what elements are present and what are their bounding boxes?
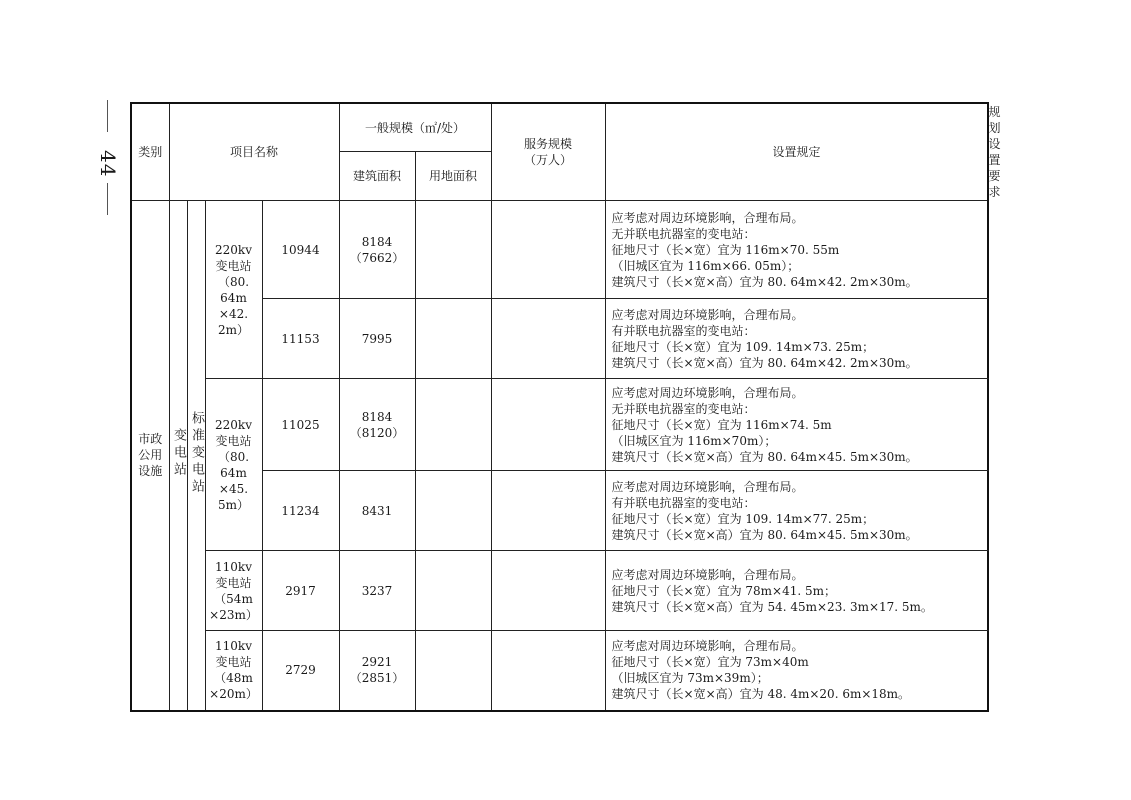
setting-rule-cell (491, 631, 605, 711)
requirement-line: 征地尺寸（长×宽）宜为 109. 14m×77. 25m； (611, 511, 875, 526)
land-area-cell (339, 551, 415, 631)
header-setting-rule: 设置规定 (605, 103, 988, 201)
service-scale-cell (415, 379, 491, 471)
land-area-value: 3237 (361, 583, 393, 598)
service-scale-cell (415, 201, 491, 299)
land-area-old-city: （2851） (349, 671, 405, 686)
land-area-cell (339, 471, 415, 551)
requirement-line: 建筑尺寸（长×宽×高）宜为 54. 45m×23. 3m×17. 5m。 (611, 599, 933, 614)
setting-rule-cell (491, 471, 605, 551)
station-line: ×42. 2m） (217, 306, 249, 337)
requirement-line: （旧城区宜为 73m×39m）； (611, 671, 769, 686)
land-area-value: 7995 (361, 331, 393, 346)
setting-rule-cell (491, 201, 605, 299)
requirement-line: 征地尺寸（长×宽）宜为 116m×70. 55m (611, 242, 840, 257)
subtype-l1-label: 变电站 (171, 427, 186, 479)
header-service-scale-l1: 服务规模 (524, 137, 573, 151)
station-line: 110kv (215, 559, 252, 574)
category-line: 公用 (138, 448, 163, 463)
requirement-line: 无并联电抗器室的变电站： (611, 226, 756, 241)
requirement-line: 应考虑对周边环境影响，合理布局。 (611, 567, 804, 582)
station-line: 变电站 (215, 258, 252, 273)
requirement-line: 建筑尺寸（长×宽×高）宜为 48. 4m×20. 6m×18m。 (611, 687, 911, 702)
header-project-name: 项目名称 (169, 103, 339, 201)
requirement-line: 征地尺寸（长×宽）宜为 116m×74. 5m (611, 417, 832, 432)
requirement-line: 建筑尺寸（长×宽×高）宜为 80. 64m×45. 5m×30m。 (611, 527, 918, 542)
land-area-cell (339, 379, 415, 471)
category-line: 市政 (138, 432, 163, 447)
setting-rule-cell (491, 551, 605, 631)
header-service-scale (491, 103, 605, 201)
station-line: 110kv (215, 639, 252, 654)
building-area-cell: 11153 (262, 299, 339, 379)
land-area-old-city: （8120） (349, 425, 405, 440)
setting-rule-cell (491, 379, 605, 471)
station-line: （48m (214, 671, 253, 686)
station-line: ×20m） (209, 687, 258, 702)
land-area-value: 8431 (361, 503, 393, 518)
station-line: （54m (214, 591, 253, 606)
station-line: （80. 64m (217, 274, 250, 305)
requirements-cell (605, 471, 988, 551)
header-land-area: 用地面积 (415, 152, 491, 201)
station-line: ×45. 5m） (217, 481, 249, 512)
service-scale-cell (415, 471, 491, 551)
category-line: 设施 (138, 464, 163, 479)
station-cell (205, 551, 262, 631)
station-cell (205, 379, 262, 551)
requirement-line: 征地尺寸（长×宽）宜为 73m×40m (611, 655, 809, 670)
page-rule-top (107, 100, 108, 132)
header-service-scale-l2: （万人） (524, 153, 573, 167)
station-line: （80. 64m (217, 449, 250, 480)
facility-spec-table: 类别 项目名称 一般规模（㎡/处） 服务规模 （万人） 设置规定 规划设置要求 建筑面积 用地面积 市政 公用 设施 变电站 标准变电站 220kv 变电站 （80. 64m ×42. 2m） 10944 8184 （7662） 应考虑对周边环境影响，合理布局。 无并联电抗器室的变电站： 征地尺寸（长×宽）宜为 116m×70. 55m （旧城区宜为 116m×66. 05m）； 建筑尺寸（长×宽×高）宜为 80. 64m×42. 2m×30m。 11153 7995 应考虑对周边环境影响，合理布局。 有并联电抗器室的变电站： 征地尺寸（长×宽）宜为 109. 14m×73. 25m； 建筑尺寸（长×宽×高）宜为 80. 64m×42. 2m×30m。 220kv 变电站 （80. 64m ×45. 5m） 11025 8184 （8120） 应考虑对周边环境影响，合理布局。 无并联电抗器室的变电站： 征地尺寸（长×宽）宜为 116m×74. 5m （旧城区宜为 116m×70m）； 建筑尺寸（长×宽×高）宜为 80. 64m×45. 5m×30m。 11234 8431 应考虑对周边环境影响，合理布局。 有并联电抗器室的变电站： 征地尺寸（长×宽）宜为 109. 14m×77. 25m； 建筑尺寸（长×宽×高）宜为 80. 64m×45. 5m×30m。 110kv 变电站 （54m ×23m） 2917 3237 应考虑对周边环境影响，合理布局。 征地尺寸（长×宽）宜为 78m×41. 5m； 建筑尺寸（长×宽×高）宜为 54. 45m×23. 3m×17. 5m。 110kv 变电站 （48m ×20m） 2729 2921 （2851） 应考虑对周边环境影响，合理布局。 征地尺寸（长×宽）宜为 73m×40m （旧城区宜为 73m×39m）； 建筑尺寸（长×宽×高）宜为 48. 4m×20. 6m×18m。 (130, 102, 989, 712)
station-line: 220kv (215, 417, 252, 432)
page-rule-bottom (107, 183, 108, 215)
building-area-cell: 10944 (262, 201, 339, 299)
service-scale-cell (415, 299, 491, 379)
land-area-cell (339, 299, 415, 379)
requirements-cell (605, 551, 988, 631)
land-area-value: 8184 (361, 234, 393, 249)
service-scale-cell (415, 631, 491, 711)
header-general-scale: 一般规模（㎡/处） (339, 103, 491, 152)
header-building-area: 建筑面积 (339, 152, 415, 201)
requirement-line: 无并联电抗器室的变电站： (611, 401, 756, 416)
setting-rule-cell (491, 299, 605, 379)
requirements-cell (605, 631, 988, 711)
land-area-cell (339, 631, 415, 711)
requirement-line: 应考虑对周边环境影响，合理布局。 (611, 210, 804, 225)
requirement-line: 应考虑对周边环境影响，合理布局。 (611, 307, 804, 322)
page-number: 44 (96, 150, 120, 178)
requirement-line: 有并联电抗器室的变电站： (611, 323, 756, 338)
station-line: 变电站 (215, 433, 252, 448)
requirement-line: 建筑尺寸（长×宽×高）宜为 80. 64m×42. 2m×30m。 (611, 355, 918, 370)
land-area-cell (339, 201, 415, 299)
requirement-line: 建筑尺寸（长×宽×高）宜为 80. 64m×42. 2m×30m。 (611, 274, 918, 289)
land-area-old-city: （7662） (349, 250, 405, 265)
requirement-line: （旧城区宜为 116m×66. 05m）； (611, 258, 800, 273)
service-scale-cell (415, 551, 491, 631)
subtype-l2-label: 标准变电站 (189, 410, 204, 496)
requirements-cell (605, 201, 988, 299)
subtype-l1-cell (169, 201, 187, 711)
requirement-line: 应考虑对周边环境影响，合理布局。 (611, 479, 804, 494)
requirements-cell (605, 299, 988, 379)
requirement-line: 征地尺寸（长×宽）宜为 78m×41. 5m； (611, 583, 837, 598)
land-area-value: 8184 (361, 409, 393, 424)
requirement-line: 有并联电抗器室的变电站： (611, 495, 756, 510)
station-cell (205, 201, 262, 379)
station-line: 220kv (215, 242, 252, 257)
building-area-cell: 11234 (262, 471, 339, 551)
station-cell (205, 631, 262, 711)
requirement-line: （旧城区宜为 116m×70m）； (611, 433, 777, 448)
category-cell (131, 201, 169, 711)
requirement-line: 应考虑对周边环境影响，合理布局。 (611, 639, 804, 654)
building-area-cell: 11025 (262, 379, 339, 471)
subtype-l2-cell (187, 201, 205, 711)
header-category: 类别 (131, 103, 169, 201)
land-area-value: 2921 (361, 655, 393, 670)
building-area-cell: 2917 (262, 551, 339, 631)
requirement-line: 建筑尺寸（长×宽×高）宜为 80. 64m×45. 5m×30m。 (611, 449, 918, 464)
station-line: 变电站 (215, 575, 252, 590)
requirement-line: 征地尺寸（长×宽）宜为 109. 14m×73. 25m； (611, 339, 875, 354)
station-line: 变电站 (215, 655, 252, 670)
requirement-line: 应考虑对周边环境影响，合理布局。 (611, 385, 804, 400)
station-line: ×23m） (209, 607, 258, 622)
building-area-cell: 2729 (262, 631, 339, 711)
requirements-cell (605, 379, 988, 471)
